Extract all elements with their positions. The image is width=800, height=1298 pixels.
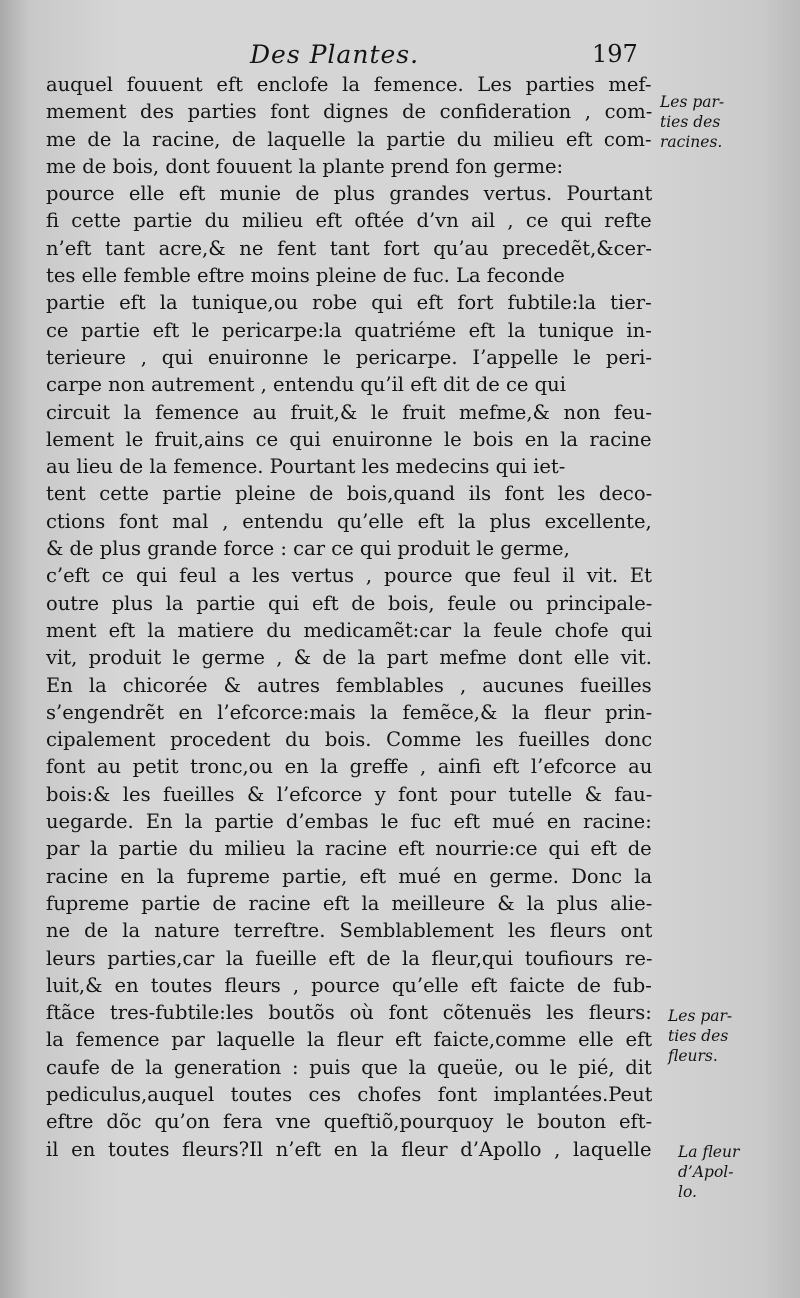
text-line: me de bois, dont fouuent la plante prend fon germe: — [46, 154, 564, 178]
text-line: auquel fouuent eft enclofe la femence. Les parties mef- — [46, 73, 652, 96]
running-head-title: Des Plantes. — [250, 40, 420, 69]
text-line: fi cette partie du milieu eft oftée d’vn ail , ce qui refte — [46, 209, 652, 233]
text-line: leurs parties,car la fueille eft de la fleur,qui toufiours re- — [46, 946, 652, 970]
text-line: au lieu de la femence. Pourtant les medecins qui iet- — [46, 455, 566, 479]
text-line: par la partie du milieu la racine eft nourrie:ce qui eft de — [46, 837, 652, 861]
margin-note-line: ties des — [668, 1027, 729, 1045]
margin-note-line: racines. — [660, 133, 723, 151]
margin-note-racines — [660, 92, 724, 152]
text-line: racine en la fupreme partie, eft mué en germe. Donc la — [46, 864, 652, 888]
text-line: font au petit tronc,ou en la greffe , ainfi eft l’efcorce au — [46, 755, 652, 779]
text-line: pediculus,auquel toutes ces chofes font implantées.Peut — [46, 1082, 652, 1106]
text-line: partie eft la tunique,ou robe qui eft fort fubtile:la tier- — [46, 291, 652, 315]
text-line: caufe de la generation : puis que la queüe, ou le pié, dit — [46, 1055, 652, 1079]
text-line: outre plus la partie qui eft de bois, feule ou principale- — [46, 591, 652, 615]
text-line: uegarde. En la partie d’embas le fuc eft mué en racine: — [46, 810, 652, 834]
text-line: me de la racine, de laquelle la partie du milieu eft com- — [46, 127, 652, 151]
margin-note-fleurs — [668, 1006, 732, 1066]
margin-note-line: La fleur — [678, 1143, 740, 1161]
text-line: ce partie eft le pericarpe:la quatriéme eft la tunique in- — [46, 318, 652, 342]
text-line: En la chicorée & autres femblables , aucunes fueilles — [46, 673, 652, 697]
text-line: ment eft la matiere du medicamẽt:car la feule chofe qui — [46, 618, 652, 642]
text-line: luit,& en toutes fleurs , pource qu’elle eft faicte de fub- — [46, 973, 652, 997]
text-line: tent cette partie pleine de bois,quand ils font les deco- — [46, 482, 652, 506]
text-line: tes elle femble eftre moins pleine de fuc. La feconde — [46, 264, 565, 288]
page-number: 197 — [592, 40, 638, 68]
text-line: s’engendrẽt en l’efcorce:mais la femẽce,& la fleur prin- — [46, 700, 652, 724]
text-line: carpe non autrement , entendu qu’il eft dit de ce qui — [46, 373, 566, 397]
text-line: ctions font mal , entendu qu’elle eft la plus excellente, — [46, 509, 652, 533]
text-line: circuit la femence au fruit,& le fruit mefme,& non feu- — [46, 400, 652, 424]
text-line: ne de la nature terreftre. Semblablement les fleurs ont — [46, 919, 652, 943]
text-line: & de plus grande force : car ce qui produit le germe, — [46, 537, 570, 561]
margin-note-line: Les par- — [660, 93, 725, 111]
text-line: c’eft ce qui feul a les vertus , pource que feul il vit. Et — [46, 564, 652, 588]
text-line: bois:& les fueilles & l’efcorce y font pour tutelle & fau- — [46, 782, 652, 806]
text-line: fupreme partie de racine eft la meilleure & la plus alie- — [46, 891, 652, 915]
body-text — [46, 71, 652, 1163]
margin-note-line: fleurs. — [668, 1047, 718, 1065]
text-line: la femence par laquelle la fleur eft faicte,comme elle eft — [46, 1028, 652, 1052]
margin-note-line: ties des — [660, 113, 721, 131]
text-line: il en toutes fleurs?Il n’eft en la fleur d’Apollo , laquelle — [46, 1137, 652, 1161]
text-line: n’eft tant acre,& ne fent tant fort qu’au precedẽt,&cer- — [46, 236, 652, 260]
text-line: eftre dõc qu’on fera vne queftiõ,pourquoy le bouton eft- — [46, 1110, 652, 1134]
text-line: lement le fruit,ains ce qui enuironne le bois en la racine — [46, 427, 652, 451]
text-line: pource elle eft munie de plus grandes vertus. Pourtant — [46, 182, 652, 206]
margin-note-line: d’Apol- — [678, 1163, 734, 1181]
text-line: terieure , qui enuironne le pericarpe. I’appelle le peri- — [46, 345, 652, 369]
margin-note-line: lo. — [678, 1183, 697, 1201]
text-line: mement des parties font dignes de confideration , com- — [46, 100, 652, 124]
text-line: ftãce tres-fubtile:les boutõs où font cõtenuës les fleurs: — [46, 1001, 652, 1025]
margin-note-apollo — [678, 1142, 739, 1202]
text-line: cipalement procedent du bois. Comme les fueilles donc — [46, 728, 652, 752]
margin-note-line: Les par- — [668, 1007, 733, 1025]
text-line: vit, produit le germe , & de la part mefme dont elle vit. — [46, 646, 652, 670]
